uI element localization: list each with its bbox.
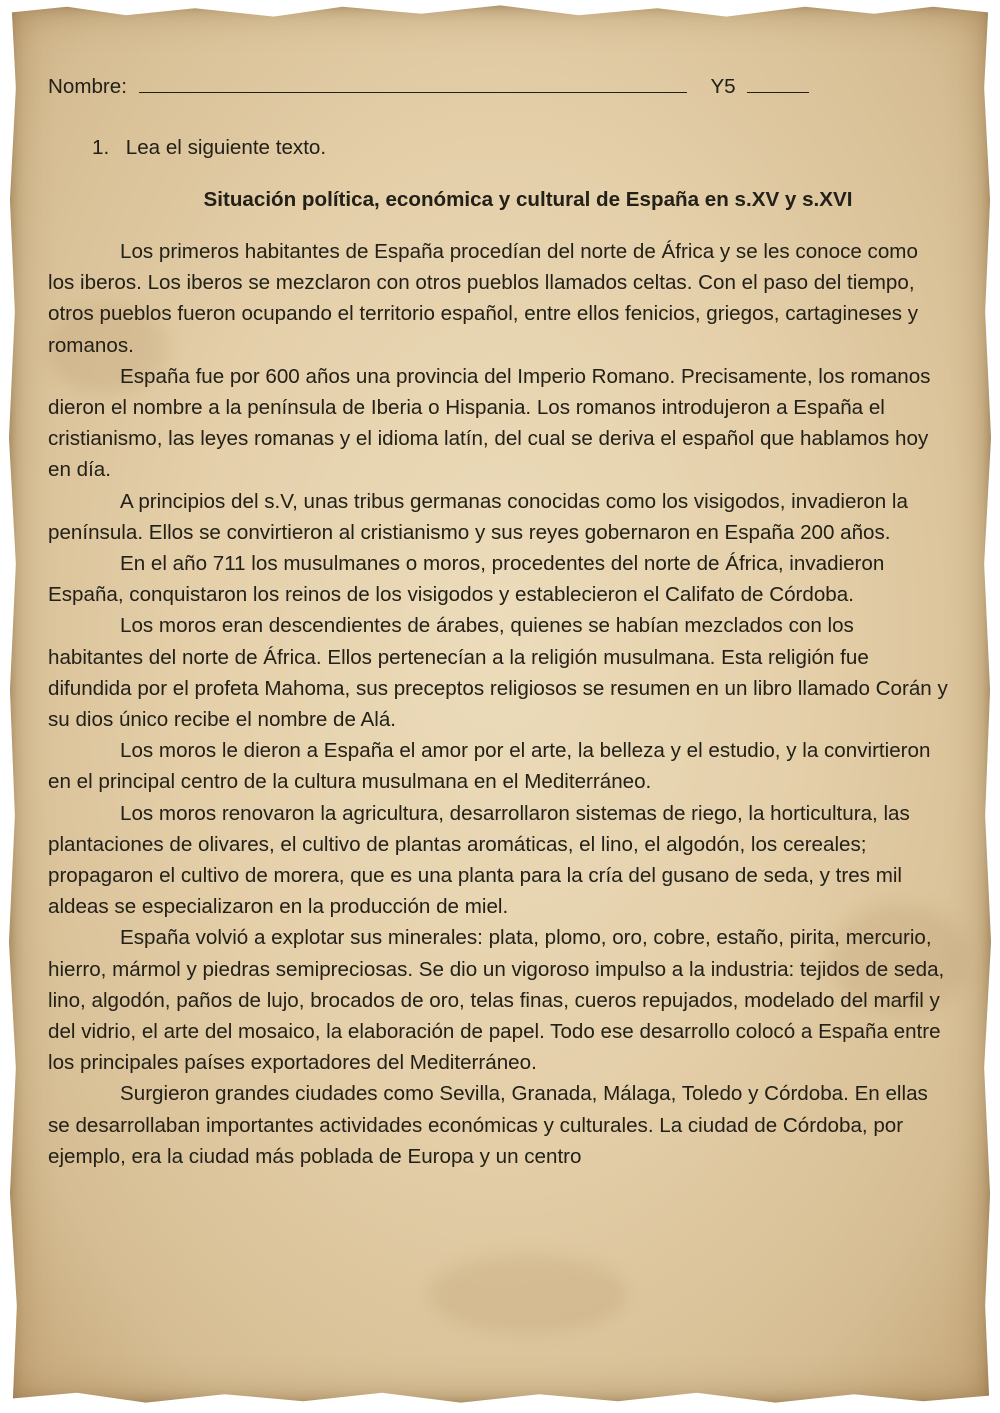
grade-label: Y5 <box>710 75 736 98</box>
paragraph: Surgieron grandes ciudades como Sevilla, Granada, Málaga, Toledo y Córdoba. En ellas se desarrollaban importantes actividades económicas y culturales. La ciudad de Córdoba, por ejemplo, era la ciudad más poblada de Europa y un centro <box>48 1082 928 1168</box>
paragraph: España volvió a explotar sus minerales: plata, plomo, oro, cobre, estaño, pirita, mercurio, hierro, mármol y piedras semipreciosas. Se dio un vigoroso impulso a la industria: tejidos de seda, lino, algodón, paños de lujo, brocados de oro, telas finas, cueros repujados, modelado del marfil y del vidrio, el arte del mosaico, la elaboración de papel. Todo ese desarrollo colocó a España entre los principales países exportadores del Mediterráneo. <box>48 926 945 1075</box>
instruction-text: Lea el siguiente texto. <box>125 136 327 159</box>
paragraph: En el año 711 los musulmanes o moros, procedentes del norte de África, invadieron España, conquistaron los reinos de los visigodos y establecieron el Califato de Córdoba. <box>48 552 885 607</box>
grade-field[interactable] <box>747 70 809 93</box>
paragraph: Los moros eran descendientes de árabes, quienes se habían mezclados con los habitantes del norte de África. Ellos pertenecían a la religión musulmana. Esta religión fue difundida por el profeta Mahoma, sus preceptos religiosos se resumen en un libro llamado Corán y su dios único recibe el nombre de Alá. <box>48 614 948 732</box>
instruction <box>92 132 948 164</box>
instruction-number: 1. <box>92 136 110 159</box>
name-field[interactable] <box>139 70 687 93</box>
document-title: Situación política, económica y cultural de España en s.XV y s.XVI <box>203 188 853 211</box>
paragraph: Los moros renovaron la agricultura, desarrollaron sistemas de riego, la horticultura, las plantaciones de olivares, el cultivo de plantas aromáticas, el lino, el algodón, los cereales; propagaron el cultivo de morera, que es una planta para la cría del gusano de seda, y tres mil aldeas se especializaron en la producción de miel. <box>48 801 910 919</box>
paragraph: Los moros le dieron a España el amor por el arte, la belleza y el estudio, y la convirtieron en el principal centro de la cultura musulmana en el Mediterráneo. <box>48 739 931 794</box>
paper-stain <box>428 1254 628 1334</box>
paragraph: España fue por 600 años una provincia del Imperio Romano. Precisamente, los romanos dieron el nombre a la península de Iberia o Hispania. Los romanos introdujeron a España el cristianismo, las leyes romanas y el idioma latín, del cual se deriva el español que hablamos hoy en día. <box>48 364 931 482</box>
name-label: Nombre: <box>48 75 127 98</box>
worksheet <box>48 70 948 1172</box>
body-text <box>48 236 948 1172</box>
header-line <box>48 70 948 102</box>
paragraph: Los primeros habitantes de España procedían del norte de África y se les conoce como los iberos. Los iberos se mezclaron con otros pueblos llamados celtas. Con el paso del tiempo, otros pueblos fueron ocupando el territorio español, entre ellos fenicios, griegos, cartagineses y romanos. <box>48 240 919 357</box>
paragraph: A principios del s.V, unas tribus germanas conocidas como los visigodos, invadieron la península. Ellos se convirtieron al cristianismo y sus reyes gobernaron en España 200 años. <box>48 489 908 544</box>
